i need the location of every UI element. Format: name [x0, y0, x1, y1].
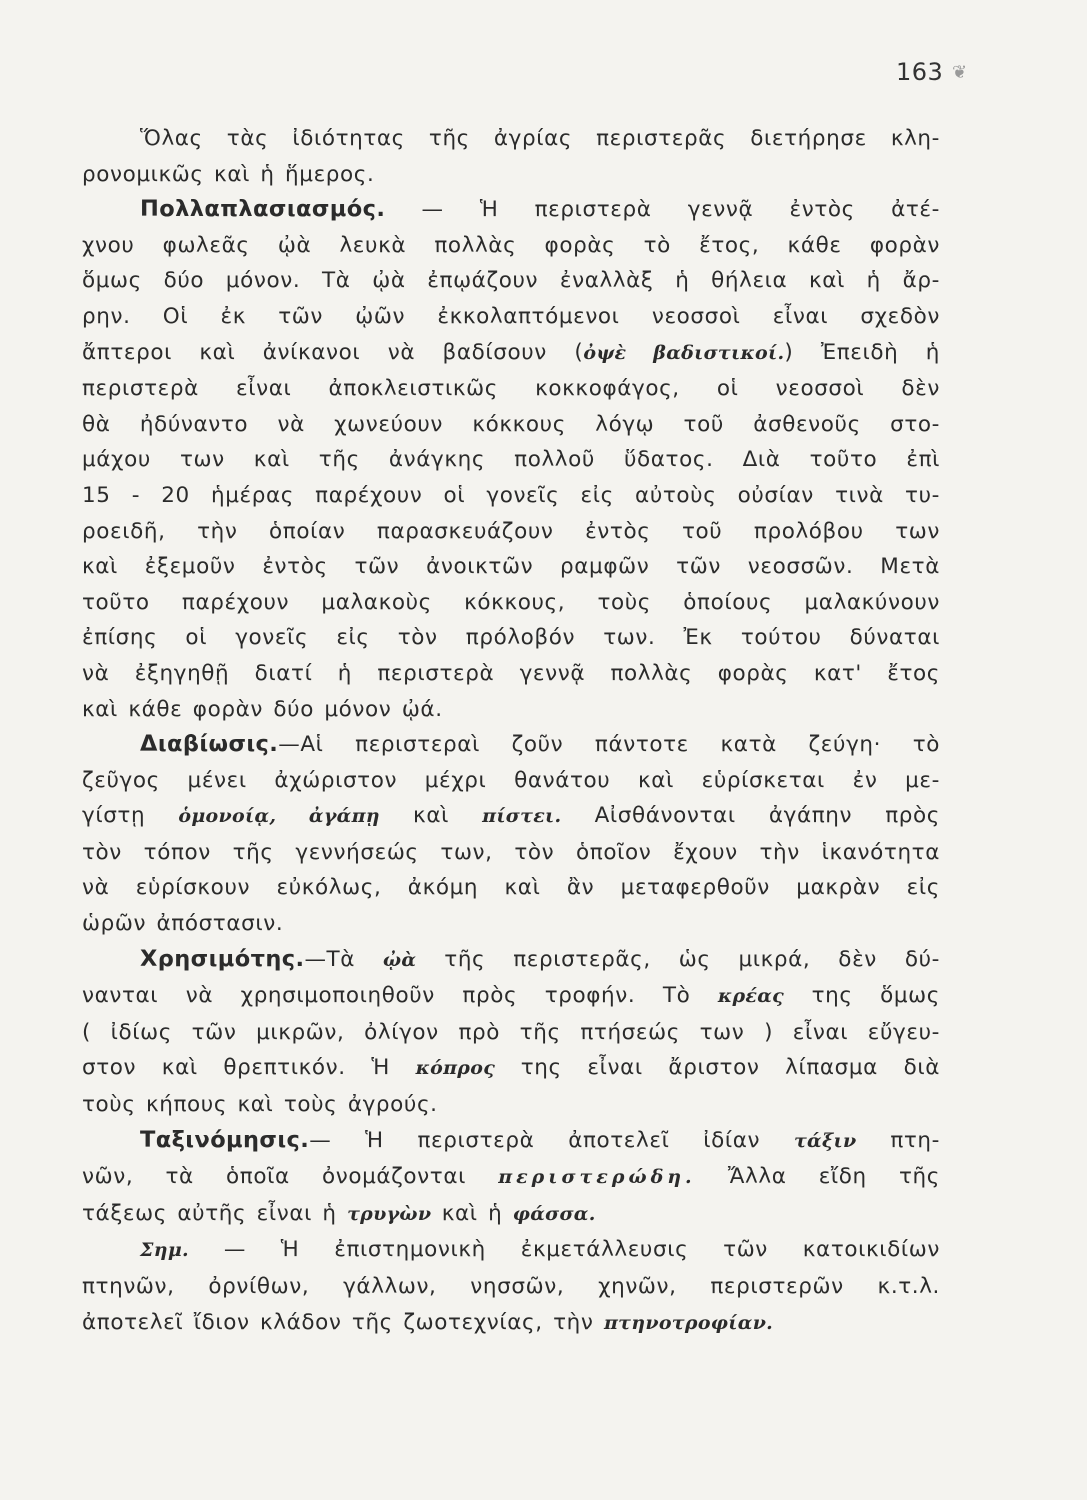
- text-run: στον καὶ θρεπτικόν. Ἡ: [82, 1055, 416, 1081]
- text-run: της εἶναι ἄριστον λίπασμα διὰ: [495, 1055, 940, 1081]
- text-line: χνου φωλεᾶς ᾠὰ λευκὰ πολλὰς φορὰς τὸ ἔτος, κάθε φορὰν: [82, 232, 940, 258]
- emphasis-text: περιστερώδη.: [498, 1166, 696, 1189]
- text-line: [82, 1159, 940, 1196]
- section-heading-classification: Ταξινόμησις.: [140, 1126, 310, 1153]
- emphasis-text: κρέας: [717, 985, 785, 1008]
- text-run: Αἰσθάνονται ἀγάπην πρὸς: [561, 803, 940, 829]
- text-run: γίστῃ: [82, 803, 179, 829]
- text-line: ἐπίσης οἱ γονεῖς εἰς τὸν πρόλοβόν των. Ἐκ τούτου δύναται: [82, 625, 940, 651]
- text-run: νῶν, τὰ ὁποῖα ὀνομάζονται: [82, 1164, 499, 1190]
- text-line: καὶ ἐξεμοῦν ἐντὸς τῶν ἀνοικτῶν ραμφῶν τῶν νεοσσῶν. Μετὰ: [82, 554, 940, 580]
- text-line: [82, 942, 940, 979]
- text-line: ὅμως δύο μόνον. Τὰ ᾠὰ ἐπῳάζουν ἐναλλὰξ ἡ θήλεια καὶ ἡ ἄρ-: [82, 268, 940, 294]
- paragraph-reproduction: [82, 192, 940, 727]
- text-line: περιστερὰ εἶναι ἀποκλειστικῶς κοκκοφάγος, οἱ νεοσσοὶ δὲν: [82, 376, 940, 402]
- text-run: νανται νὰ χρησιμοποιηθοῦν πρὸς τροφήν. Τὸ: [82, 983, 718, 1009]
- text-line: [82, 1196, 940, 1233]
- text-line: [82, 978, 940, 1015]
- text-run: ἀποτελεῖ ἴδιον κλάδον τῆς ζωοτεχνίας, τὴν: [82, 1309, 604, 1335]
- text-run: —Αἱ περιστεραὶ ζοῦν πάντοτε κατὰ ζεύγη· τὸ: [278, 732, 940, 758]
- section-heading-reproduction: Πολλαπλασιασμός.: [140, 196, 386, 223]
- text-line: [82, 192, 940, 228]
- text-line: [82, 798, 940, 835]
- text-line: [82, 1050, 940, 1087]
- text-run: ἄπτεροι καὶ ἀνίκανοι νὰ βαδίσουν (: [82, 339, 584, 365]
- text-line: 15 - 20 ἡμέρας παρέχουν οἱ γονεῖς εἰς αὐτοὺς οὐσίαν τινὰ τυ-: [82, 482, 940, 508]
- page-number: 163: [896, 58, 944, 86]
- emphasis-text: τρυγὼν: [347, 1202, 432, 1225]
- page-body: [82, 121, 940, 1341]
- emphasis-text: τάξιν: [793, 1129, 857, 1152]
- ornament-icon: ❦: [952, 62, 968, 83]
- text-run: τάξεως αὐτῆς εἶναι ἡ: [82, 1200, 348, 1226]
- text-run: — Ἡ περιστερὰ ἀποτελεῖ ἰδίαν: [309, 1127, 794, 1153]
- emphasis-text: πτηνοτροφίαν.: [603, 1311, 774, 1334]
- paragraph-classification: [82, 1123, 940, 1233]
- text-line: [82, 727, 940, 763]
- text-line: ( ἰδίως τῶν μικρῶν, ὀλίγον πρὸ τῆς πτήσεώς των ) εἶναι εὔγευ-: [82, 1019, 940, 1045]
- emphasis-text: ὀψὲ βαδιστικοί.: [583, 341, 785, 364]
- text-line: θὰ ἠδύναντο νὰ χωνεύουν κόκκους λόγῳ τοῦ ἀσθενοῦς στο-: [82, 411, 940, 437]
- text-line: [82, 1305, 940, 1342]
- paragraph-usefulness: [82, 942, 940, 1123]
- text-run: —Τὰ: [304, 946, 384, 972]
- paragraph-lifestyle: [82, 727, 940, 942]
- text-run: της ὅμως: [784, 983, 940, 1009]
- text-line: [82, 1123, 940, 1160]
- text-line: ὡρῶν ἀπόστασιν.: [82, 911, 284, 937]
- text-line: ζεῦγος μένει ἀχώριστον μέχρι θανάτου καὶ εὑρίσκεται ἐν με-: [82, 767, 940, 793]
- note-label: Σημ.: [140, 1239, 189, 1262]
- text-line: ροειδῆ, τὴν ὁποίαν παρασκευάζουν ἐντὸς τοῦ προλόβου των: [82, 518, 940, 544]
- text-line: [82, 1232, 940, 1269]
- text-line: νὰ εὑρίσκουν εὐκόλως, ἀκόμη καὶ ἂν μεταφερθοῦν μακρὰν εἰς: [82, 875, 940, 901]
- text-run: Ἄλλα εἴδη τῆς: [695, 1164, 940, 1190]
- text-run: καὶ: [379, 803, 483, 829]
- text-run: τῆς περιστερᾶς, ὡς μικρά, δὲν δύ-: [416, 946, 940, 972]
- text-line: τοῦτο παρέχουν μαλακοὺς κόκκους, τοὺς ὁποίους μαλακύνουν: [82, 589, 940, 615]
- text-run: καὶ ἡ: [431, 1200, 513, 1226]
- text-line: ρην. Οἱ ἐκ τῶν ᾠῶν ἐκκολαπτόμενοι νεοσσοὶ εἶναι σχεδὸν: [82, 303, 940, 329]
- emphasis-text: φάσσα.: [512, 1202, 596, 1225]
- paragraph-note: [82, 1232, 940, 1341]
- text-line: νὰ ἐξηγηθῇ διατί ἡ περιστερὰ γεννᾷ πολλὰς φορὰς κατ' ἔτος: [82, 660, 940, 686]
- text-line: τοὺς κήπους καὶ τοὺς ἀγρούς.: [82, 1092, 438, 1118]
- text-line: τὸν τόπον τῆς γεννήσεώς των, τὸν ὁποῖον ἔχουν τὴν ἱκανότητα: [82, 839, 940, 865]
- emphasis-text: ὁμονοίᾳ, ἀγάπῃ: [178, 805, 380, 828]
- emphasis-text: κόπρος: [415, 1057, 496, 1080]
- text-line: [82, 335, 940, 372]
- text-line: καὶ κάθε φορὰν δύο μόνον ᾠά.: [82, 696, 443, 722]
- text-run: πτη-: [856, 1127, 940, 1153]
- text-run: — Ἡ ἐπιστημονικὴ ἐκμετάλλευσις τῶν κατοικιδίων: [188, 1237, 940, 1263]
- text-line: μάχου των καὶ τῆς ἀνάγκης πολλοῦ ὕδατος. Διὰ τοῦτο ἐπὶ: [82, 447, 940, 473]
- text-run: ) Ἐπειδὴ ἡ: [784, 339, 940, 365]
- text-run: — Ἡ περιστερὰ γεννᾷ ἐντὸς ἀτέ-: [385, 197, 940, 223]
- text-line: ρονομικῶς καὶ ἡ ἥμερος.: [82, 161, 375, 187]
- text-line: Ὅλας τὰς ἰδιότητας τῆς ἀγρίας περιστερᾶς διετήρησε κλη-: [140, 126, 940, 151]
- text-line: πτηνῶν, ὀρνίθων, γάλλων, νησσῶν, χηνῶν, περιστερῶν κ.τ.λ.: [82, 1274, 940, 1299]
- section-heading-usefulness: Χρησιμότης.: [140, 945, 305, 972]
- paragraph-intro: [82, 121, 940, 192]
- emphasis-text: πίστει.: [482, 805, 562, 828]
- section-heading-lifestyle: Διαβίωσις.: [140, 731, 279, 758]
- emphasis-text: ᾠὰ: [383, 948, 417, 971]
